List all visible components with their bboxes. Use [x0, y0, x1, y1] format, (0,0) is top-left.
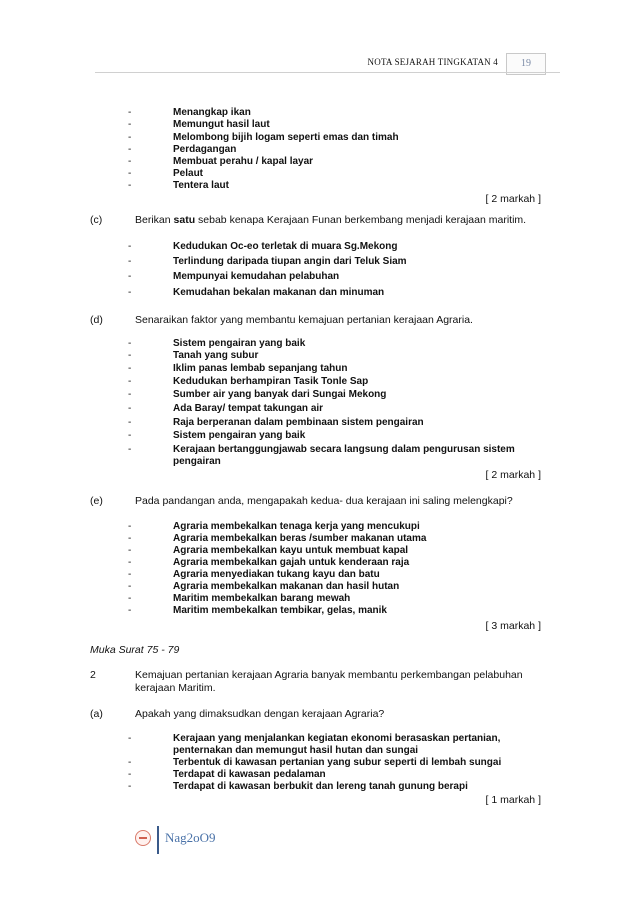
answer-text: Membuat perahu / kapal layar [173, 156, 314, 167]
list-item [0, 271, 638, 284]
bullet-dash: - [128, 757, 132, 768]
footer-divider [157, 826, 159, 854]
answer-text: Raja berperanan dalam pembinaan sistem pengairan [173, 417, 424, 428]
bullet-dash: - [128, 107, 132, 118]
answer-text: Agraria membekalkan tenaga kerja yang mencukupi [173, 521, 420, 532]
answer-text: Tanah yang subur [173, 350, 259, 361]
answer-text: Kerajaan bertanggungjawab secara langsung dalam pengurusan sistem [173, 444, 515, 455]
bullet-dash: - [128, 363, 132, 374]
answer-text: Maritim membekalkan barang mewah [173, 593, 351, 604]
answer-text: Menangkap ikan [173, 107, 251, 118]
list-item-continued [0, 456, 638, 469]
marks-label: [ 1 markah ] [485, 794, 541, 806]
bullet-dash: - [128, 350, 132, 361]
answer-text: Mempunyai kemudahan pelabuhan [173, 271, 340, 282]
bullet-dash: - [128, 521, 132, 532]
list-item [0, 430, 638, 443]
bullet-dash: - [128, 144, 132, 155]
bullet-dash: - [128, 444, 132, 455]
bullet-dash: - [128, 271, 132, 282]
bullet-dash: - [128, 376, 132, 387]
list-item [0, 241, 638, 254]
list-item [0, 403, 638, 416]
answer-text: pengairan [173, 456, 221, 467]
bullet-dash: - [128, 287, 132, 298]
marks-label: [ 2 markah ] [485, 193, 541, 205]
bullet-dash: - [128, 256, 132, 267]
bullet-dash: - [128, 403, 132, 414]
bullet-dash: - [128, 132, 132, 143]
answer-text: penternakan dan memungut hasil hutan dan sungai [173, 745, 419, 756]
bullet-dash: - [128, 389, 132, 400]
bullet-dash: - [128, 769, 132, 780]
answer-text: Tentera laut [173, 180, 229, 191]
answer-text: Agraria menyediakan tukang kayu dan batu [173, 569, 380, 580]
bullet-dash: - [128, 605, 132, 616]
bullet-dash: - [128, 119, 132, 130]
answer-text: Agraria membekalkan kayu untuk membuat kapal [173, 545, 409, 556]
answer-text: Terbentuk di kawasan pertanian yang subur seperti di lembah sungai [173, 757, 502, 768]
question-text-continued: kerajaan Maritim. [135, 682, 216, 694]
question-text: Pada pandangan anda, mengapakah kedua- dua kerajaan ini saling melengkapi? [135, 495, 513, 507]
answer-text: Iklim panas lembab sepanjang tahun [173, 363, 348, 374]
answer-text: Agraria membekalkan makanan dan hasil hutan [173, 581, 400, 592]
answer-text: Ada Baray/ tempat takungan air [173, 403, 324, 414]
answer-text: Terdapat di kawasan berbukit dan lereng tanah gunung berapi [173, 781, 468, 792]
answer-text: Agraria membekalkan beras /sumber makanan utama [173, 533, 427, 544]
answer-text: Memungut hasil laut [173, 119, 270, 130]
list-item [0, 119, 638, 132]
list-item [0, 180, 638, 193]
list-item [0, 350, 638, 363]
question-text: Senaraikan faktor yang membantu kemajuan pertanian kerajaan Agraria. [135, 314, 473, 326]
footer-text: Nag2oO9 [165, 830, 216, 845]
marks-label: [ 2 markah ] [485, 469, 541, 481]
list-item [0, 256, 638, 269]
question-label: (e) [90, 495, 103, 507]
question-number: 2 [90, 669, 96, 681]
header-divider [95, 72, 560, 73]
question-text: Berikan satu sebab kenapa Kerajaan Funan berkembang menjadi kerajaan maritim. [135, 214, 527, 226]
answer-text: Melombong bijih logam seperti emas dan timah [173, 132, 399, 143]
list-item [0, 389, 638, 402]
marks-label: [ 3 markah ] [485, 620, 541, 632]
answer-text: Terdapat di kawasan pedalaman [173, 769, 326, 780]
bullet-dash: - [128, 241, 132, 252]
bullet-dash: - [128, 156, 132, 167]
header-title: NOTA SEJARAH TINGKATAN 4 [367, 57, 498, 67]
bullet-dash: - [128, 180, 132, 191]
list-item [0, 376, 638, 389]
bullet-dash: - [128, 430, 132, 441]
bullet-dash: - [128, 545, 132, 556]
bullet-dash: - [128, 569, 132, 580]
answer-text: Pelaut [173, 168, 204, 179]
page-number: 19 [521, 58, 531, 69]
answer-text: Kerajaan yang menjalankan kegiatan ekonomi berasaskan pertanian, [173, 733, 501, 744]
question-label: (d) [90, 314, 103, 326]
bullet-dash: - [128, 338, 132, 349]
question-text: Kemajuan pertanian kerajaan Agraria banyak membantu perkembangan pelabuhan [135, 669, 523, 681]
answer-text: Agraria membekalkan gajah untuk kenderaan raja [173, 557, 410, 568]
answer-text: Maritim membekalkan tembikar, gelas, manik [173, 605, 387, 616]
answer-text: Terlindung daripada tiupan angin dari Teluk Siam [173, 256, 407, 267]
section-heading: Muka Surat 75 - 79 [90, 644, 180, 656]
bullet-dash: - [128, 593, 132, 604]
bullet-dash: - [128, 533, 132, 544]
answer-text: Kedudukan Oc-eo terletak di muara Sg.Mekong [173, 241, 398, 252]
answer-text: Sistem pengairan yang baik [173, 430, 306, 441]
question-label: (c) [90, 214, 103, 226]
answer-text: Perdagangan [173, 144, 237, 155]
bullet-dash: - [128, 417, 132, 428]
bullet-dash: - [128, 781, 132, 792]
page-header [0, 53, 638, 75]
answer-text: Sistem pengairan yang baik [173, 338, 306, 349]
bullet-dash: - [128, 581, 132, 592]
list-item [0, 605, 638, 618]
logo-icon [135, 830, 151, 846]
answer-text: Sumber air yang banyak dari Sungai Mekong [173, 389, 387, 400]
list-item [0, 363, 638, 376]
question-label: (a) [90, 708, 103, 720]
answer-text: Kedudukan berhampiran Tasik Tonle Sap [173, 376, 369, 387]
bullet-dash: - [128, 168, 132, 179]
answer-text: Kemudahan bekalan makanan dan minuman [173, 287, 385, 298]
list-item [0, 781, 638, 794]
bullet-dash: - [128, 733, 132, 744]
list-item [0, 287, 638, 300]
list-item [0, 417, 638, 430]
question-text: Apakah yang dimaksudkan dengan kerajaan Agraria? [135, 708, 385, 720]
bullet-dash: - [128, 557, 132, 568]
